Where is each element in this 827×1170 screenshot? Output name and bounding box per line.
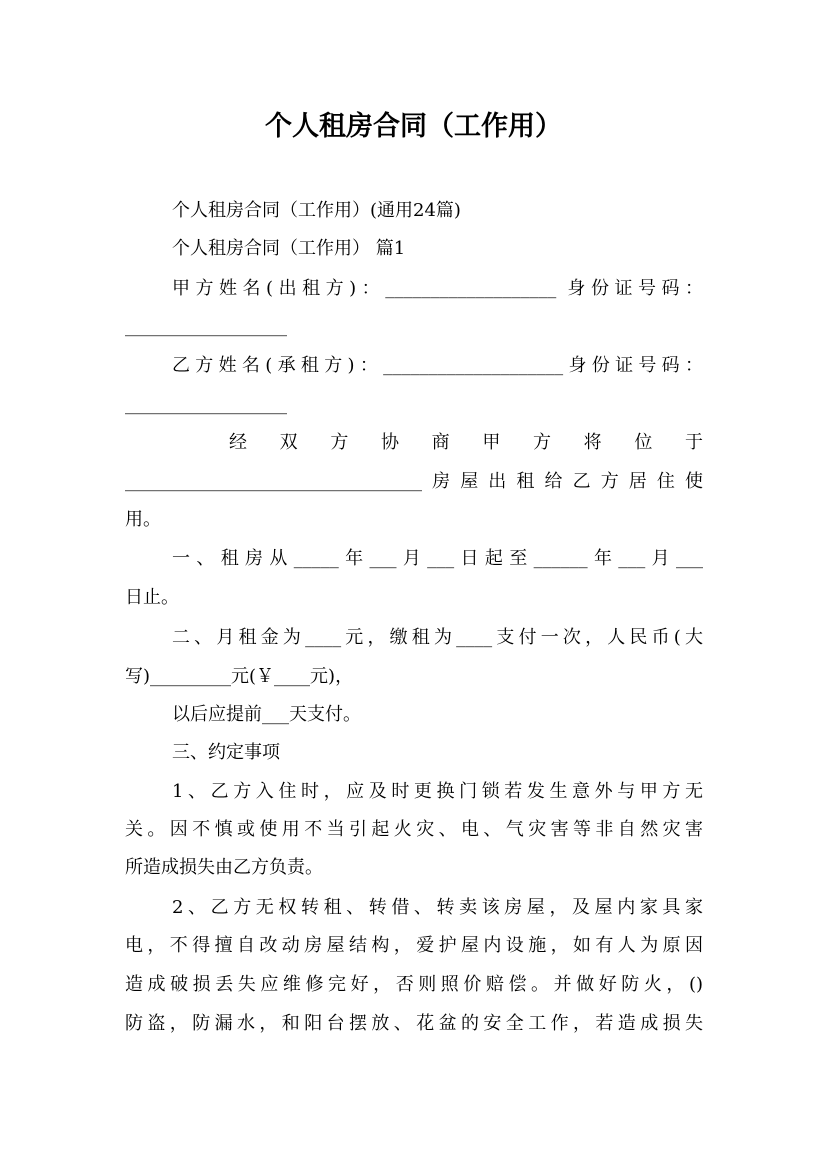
party-b-line: 乙方姓名(承租方)：____________________身份证号码： — [172, 355, 703, 376]
party-a-id-blank: __________________ — [125, 316, 287, 337]
item-1-line: 所造成损失由乙方负责。 — [125, 857, 323, 878]
item-2-line: 电，不得擅自改动房屋结构，爱护屋内设施，如有人为原因 — [125, 935, 703, 956]
paragraph-line: 用。 — [125, 509, 161, 530]
paragraph-line: 经 双 方 协 商 甲 方 将 位 于 — [229, 432, 703, 453]
item-2-line: 造成破损丢失应维修完好，否则照价赔偿。并做好防火，() — [125, 974, 703, 995]
item-2-line: 防盗，防漏水，和阳台摆放、花盆的安全工作，若造成损失 — [125, 1013, 703, 1034]
clause-2-line: 写)_________元(￥____元)， — [125, 666, 354, 687]
clause-3-heading: 三、约定事项 — [172, 742, 280, 763]
clause-1-line: 日止。 — [125, 587, 179, 608]
doc-subtitle: 个人租房合同（工作用）(通用24篇) — [172, 200, 461, 221]
party-b-id-blank: __________________ — [125, 394, 287, 415]
item-2-line: 2、乙方无权转租、转借、转卖该房屋，及屋内家具家 — [172, 897, 703, 918]
document-title: 个人租房合同（工作用） — [265, 111, 562, 142]
item-1-line: 1、乙方入住时，应及时更换门锁若发生意外与甲方无 — [172, 781, 703, 802]
section-heading: 个人租房合同（工作用） 篇1 — [172, 238, 406, 259]
clause-2-line: 以后应提前___天支付。 — [172, 704, 361, 725]
clause-1-line: 一、租房从_____年___月___日起至______年___月___ — [172, 548, 703, 569]
clause-2-line: 二、月租金为____元，缴租为____支付一次，人民币(大 — [172, 627, 703, 648]
item-1-line: 关。因不慎或使用不当引起火灾、电、气灾害等非自然灾害 — [125, 819, 703, 840]
party-a-line: 甲方姓名(出租方)：___________________ 身份证号码： — [172, 278, 703, 299]
paragraph-line: _________________________________房屋出租给乙方居住使 — [125, 471, 703, 492]
